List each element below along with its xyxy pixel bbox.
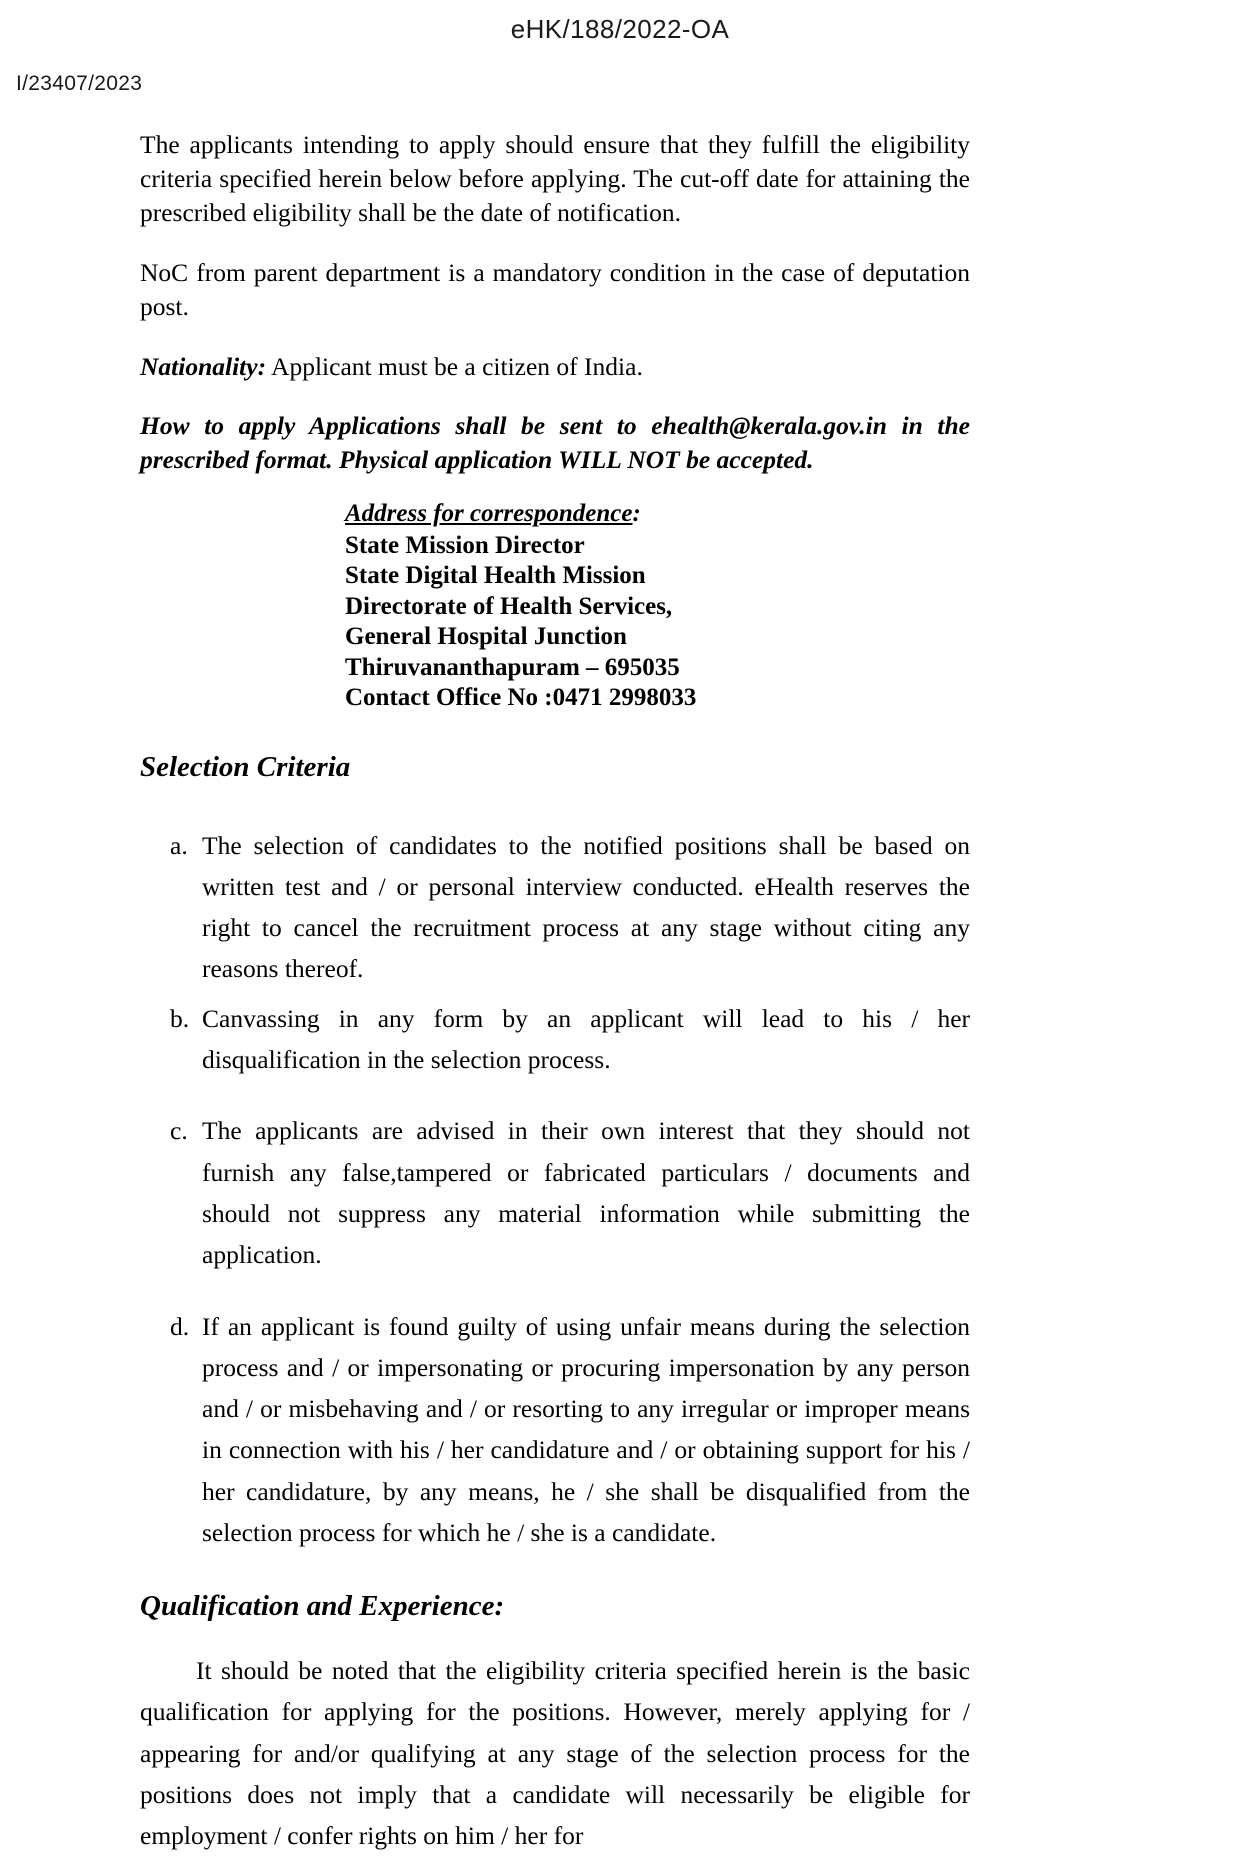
selection-criteria-list <box>140 825 970 1554</box>
noc-paragraph: NoC from parent department is a mandatory condition in the case of deputation post. <box>140 257 970 321</box>
list-item <box>140 825 970 990</box>
address-title-text: Address for correspondence <box>345 500 633 528</box>
list-marker: b. <box>170 1003 190 1033</box>
address-title-colon: : <box>632 500 641 528</box>
nationality-text: Applicant must be a citizen of India. <box>266 351 643 381</box>
list-item-text: If an applicant is found guilty of using unfair means during the selection process and / or impersonating or procuring impersonation by any person and / or misbehaving and / or resorting to any irregular or improper means in connection with his / her candidature and / or obtaining support for his / her candidature, by any means, he / she shall be disqualified from the selection process for which he / she is a candidate. <box>202 1311 970 1547</box>
how-to-apply-paragraph: How to apply Applications shall be sent to ehealth@kerala.gov.in in the prescribed format. Physical application WILL NOT be accepted. <box>140 411 970 475</box>
address-line: Contact Office No :0471 2998033 <box>345 684 697 712</box>
list-item <box>140 1306 970 1554</box>
address-line: General Hospital Junction <box>345 623 627 651</box>
list-marker: a. <box>170 830 188 860</box>
list-item-text: Canvassing in any form by an applicant will lead to his / her disqualification in the selection process. <box>202 1003 970 1075</box>
qualification-paragraph <box>140 1650 970 1856</box>
selection-criteria-heading: Selection Criteria <box>140 750 351 783</box>
address-title <box>345 499 641 530</box>
intro-paragraph: The applicants intending to apply should ensure that they fulfill the eligibility criteria specified herein below before applying. The cut-off date for attaining the prescribed eligibility shall be the date of notification. <box>140 130 970 227</box>
list-item <box>140 998 970 1081</box>
document-body <box>140 128 970 1857</box>
address-line: State Mission Director <box>345 531 585 559</box>
qualification-experience-heading: Qualification and Experience: <box>140 1590 505 1623</box>
list-item-text: The applicants are advised in their own interest that they should not furnish any false,tampered or fabricated particulars / documents and should not suppress any material information while submitting the application. <box>202 1116 970 1270</box>
nationality-paragraph <box>140 350 970 384</box>
list-item-text: The selection of candidates to the notified positions shall be based on written test and / or personal interview conducted. eHealth reserves the right to cancel the recruitment process at any stage without citing any reasons thereof. <box>202 830 970 984</box>
list-item <box>140 1110 970 1275</box>
address-line: State Digital Health Mission <box>345 562 646 590</box>
address-for-correspondence <box>345 499 970 714</box>
file-number: I/23407/2023 <box>16 72 143 95</box>
address-title-row <box>345 499 970 531</box>
nationality-label: Nationality: <box>140 351 267 381</box>
list-marker: c. <box>170 1116 188 1146</box>
list-marker: d. <box>170 1311 190 1341</box>
qualification-paragraph-text: It should be noted that the eligibility criteria specified herein is the basic qualification for applying for the positions. However, merely applying for / appearing for and/or qualifying at any stage of the selection process for the positions does not imply that a candidate will necessarily be eligible for employment / confer rights on him / her for <box>140 1656 970 1851</box>
document-reference-number: eHK/188/2022-OA <box>510 14 730 44</box>
address-line: Thiruvananthapuram – 695035 <box>345 653 680 681</box>
address-line: Directorate of Health Services, <box>345 592 673 620</box>
